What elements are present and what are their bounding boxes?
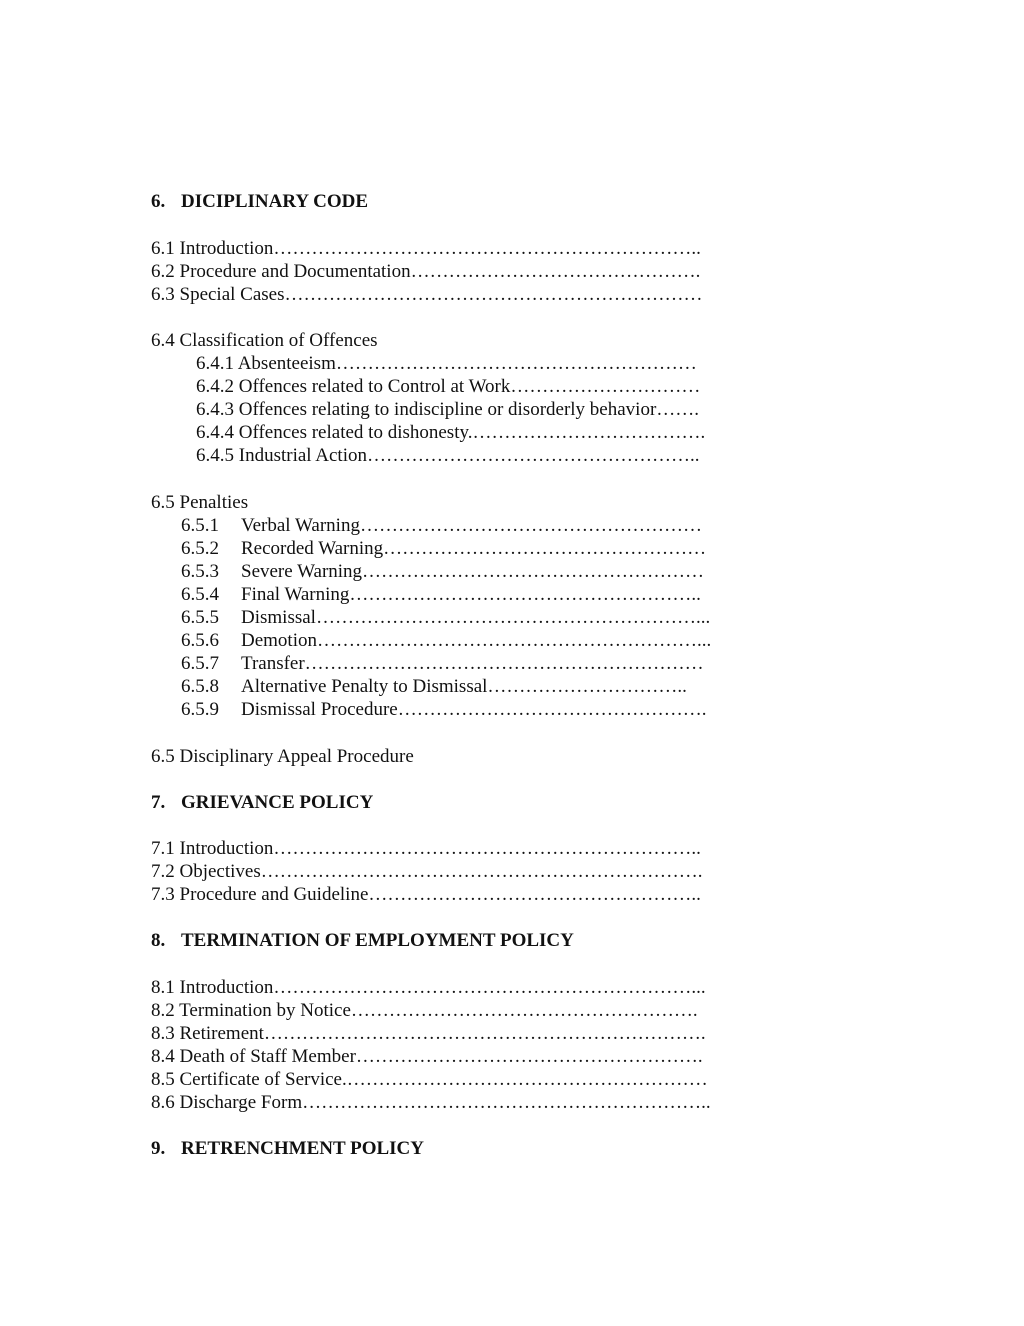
entry-number: 6.5.2 xyxy=(181,538,219,559)
entry-number: 6.5.6 xyxy=(181,630,219,651)
section-number: 7. xyxy=(151,792,166,813)
section-number: 8. xyxy=(151,930,166,951)
toc-entry-8-5: 8.5 Certificate of Service.………………………………………………… xyxy=(151,1069,708,1090)
section-title: DICIPLINARY CODE xyxy=(181,191,369,212)
toc-entry-6-5-7 xyxy=(181,652,704,675)
section-title: GRIEVANCE POLICY xyxy=(181,792,374,813)
toc-entry-appeal: 6.5 Disciplinary Appeal Procedure xyxy=(151,746,414,767)
entry-text: Demotion……………………………………………………... xyxy=(241,630,712,651)
toc-entry-6-4-2: 6.4.2 Offences related to Control at Work………………………… xyxy=(196,376,701,397)
toc-entry-6-4-3: 6.4.3 Offences relating to indiscipline or disorderly behavior……. xyxy=(196,399,700,420)
entry-number: 6.5.1 xyxy=(181,515,219,536)
toc-entry-6-5-6 xyxy=(181,629,711,652)
toc-entry-6-2: 6.2 Procedure and Documentation………………………………………. xyxy=(151,261,701,282)
toc-entry-8-2: 8.2 Termination by Notice………………………………………………. xyxy=(151,1000,698,1021)
entry-text: Verbal Warning……………………………………………… xyxy=(241,515,702,536)
entry-number: 6.5.3 xyxy=(181,561,219,582)
toc-entry-6-4-1: 6.4.1 Absenteeism………………………………………………… xyxy=(196,353,697,374)
section-number: 6. xyxy=(151,191,166,212)
section-title: RETRENCHMENT POLICY xyxy=(181,1138,424,1159)
entry-number: 6.5.9 xyxy=(181,699,219,720)
entry-text: Final Warning……………………………………………….. xyxy=(241,584,701,605)
section-heading-6 xyxy=(151,190,368,213)
toc-entry-6-5-9 xyxy=(181,698,706,721)
entry-number: 6.5.7 xyxy=(181,653,219,674)
toc-entry-8-6: 8.6 Discharge Form……………………………………………………….. xyxy=(151,1092,711,1113)
toc-entry-7-1: 7.1 Introduction………………………………………………………….. xyxy=(151,838,701,859)
toc-entry-8-1: 8.1 Introduction…………………………………………………………... xyxy=(151,977,706,998)
toc-entry-6-5-3 xyxy=(181,560,704,583)
toc-entry-7-2: 7.2 Objectives……………………………………………………………. xyxy=(151,861,703,882)
section-heading-9 xyxy=(151,1137,424,1160)
section-heading-8 xyxy=(151,929,574,952)
toc-entry-6-5-8 xyxy=(181,675,687,698)
toc-entry-6-5-5 xyxy=(181,606,710,629)
toc-entry-8-3: 8.3 Retirement……………………………………………………………. xyxy=(151,1023,706,1044)
toc-entry-8-4: 8.4 Death of Staff Member………………………………………………. xyxy=(151,1046,703,1067)
toc-entry-6-4-4: 6.4.4 Offences related to dishonesty.………………………………. xyxy=(196,422,706,443)
toc-entry-6-5: 6.5 Penalties xyxy=(151,492,249,513)
section-heading-7 xyxy=(151,791,373,814)
toc-entry-6-4: 6.4 Classification of Offences xyxy=(151,330,378,351)
entry-text: Dismissal Procedure…………………………………………. xyxy=(241,699,707,720)
toc-entry-6-5-2 xyxy=(181,537,706,560)
toc-entry-7-3: 7.3 Procedure and Guideline…………………………………………….. xyxy=(151,884,701,905)
entry-text: Alternative Penalty to Dismissal………………………….. xyxy=(241,676,687,697)
entry-text: Dismissal……………………………………………………... xyxy=(241,607,711,628)
entry-number: 6.5.4 xyxy=(181,584,219,605)
entry-number: 6.5.8 xyxy=(181,676,219,697)
entry-text: Severe Warning……………………………………………… xyxy=(241,561,705,582)
toc-entry-6-1: 6.1 Introduction………………………………………………………….. xyxy=(151,238,701,259)
entry-text: Recorded Warning…………………………………………… xyxy=(241,538,707,559)
entry-number: 6.5.5 xyxy=(181,607,219,628)
entry-text: Transfer……………………………………………………… xyxy=(241,653,704,674)
toc-entry-6-3: 6.3 Special Cases………………………………………………………… xyxy=(151,284,703,305)
section-number: 9. xyxy=(151,1138,166,1159)
toc-entry-6-5-1 xyxy=(181,514,702,537)
toc-entry-6-4-5: 6.4.5 Industrial Action…………………………………………….. xyxy=(196,445,700,466)
section-title: TERMINATION OF EMPLOYMENT POLICY xyxy=(181,930,574,951)
toc-entry-6-5-4 xyxy=(181,583,701,606)
